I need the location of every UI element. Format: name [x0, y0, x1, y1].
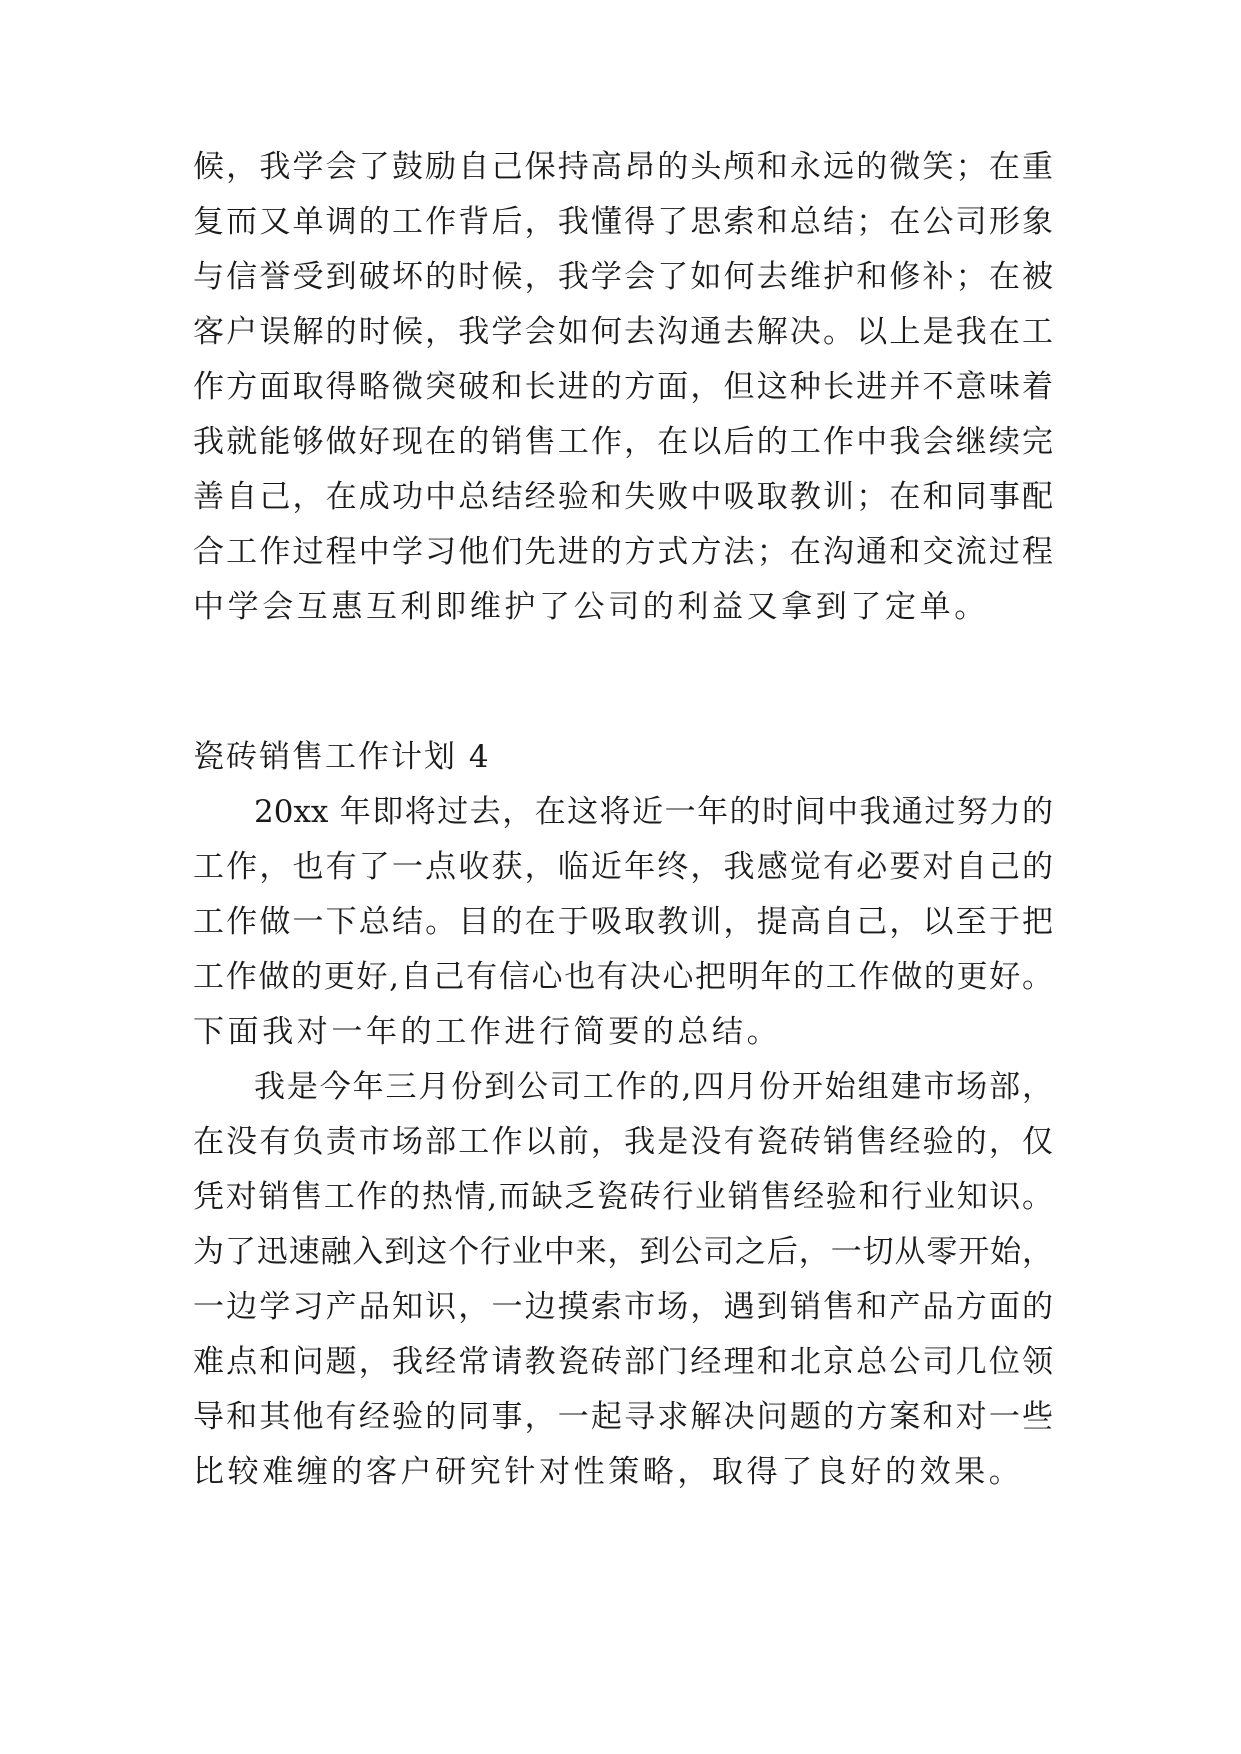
body-line: 在没有负责市场部工作以前，我是没有瓷砖销售经验的，仅 — [193, 1124, 1053, 1160]
body-line: 客户误解的时候，我学会如何去沟通去解决。以上是我在工 — [193, 314, 1053, 350]
body-line: 候，我学会了鼓励自己保持高昂的头颅和永远的微笑；在重 — [193, 149, 1053, 185]
body-line: 凭对销售工作的热情,而缺乏瓷砖行业销售经验和行业知识。 — [193, 1179, 1053, 1215]
body-line: 导和其他有经验的同事，一起寻求解决问题的方案和对一些 — [193, 1399, 1053, 1435]
body-line: 我就能够做好现在的销售工作，在以后的工作中我会继续完 — [193, 424, 1053, 460]
body-line: 与信誉受到破坏的时候，我学会了如何去维护和修补；在被 — [193, 259, 1053, 295]
body-line: 中学会互惠互利即维护了公司的利益又拿到了定单。 — [193, 589, 989, 625]
body-line: 合工作过程中学习他们先进的方式方法；在沟通和交流过程 — [193, 534, 1053, 570]
body-line: 下面我对一年的工作进行简要的总结。 — [193, 1014, 782, 1050]
body-line: 20xx 年即将过去，在这将近一年的时间中我通过努力的 — [254, 794, 1053, 830]
body-line: 善自己，在成功中总结经验和失败中吸取教训；在和同事配 — [193, 479, 1053, 515]
body-line: 为了迅速融入到这个行业中来，到公司之后，一切从零开始， — [193, 1234, 1053, 1270]
body-line: 我是今年三月份到公司工作的,四月份开始组建市场部， — [254, 1069, 1053, 1105]
body-line: 工作，也有了一点收获，临近年终，我感觉有必要对自己的 — [193, 849, 1053, 885]
body-line: 复而又单调的工作背后，我懂得了思索和总结；在公司形象 — [193, 204, 1053, 240]
body-line: 作方面取得略微突破和长进的方面，但这种长进并不意味着 — [193, 369, 1053, 405]
body-line: 比较难缠的客户研究针对性策略，取得了良好的效果。 — [193, 1454, 1024, 1490]
section-heading: 瓷砖销售工作计划 4 — [193, 739, 491, 775]
body-line: 工作做一下总结。目的在于吸取教训，提高自己，以至于把 — [193, 904, 1053, 940]
body-line: 难点和问题，我经常请教瓷砖部门经理和北京总公司几位领 — [193, 1344, 1053, 1380]
body-line: 工作做的更好,自己有信心也有决心把明年的工作做的更好。 — [193, 959, 1053, 995]
body-line: 一边学习产品知识，一边摸索市场，遇到销售和产品方面的 — [193, 1289, 1053, 1325]
